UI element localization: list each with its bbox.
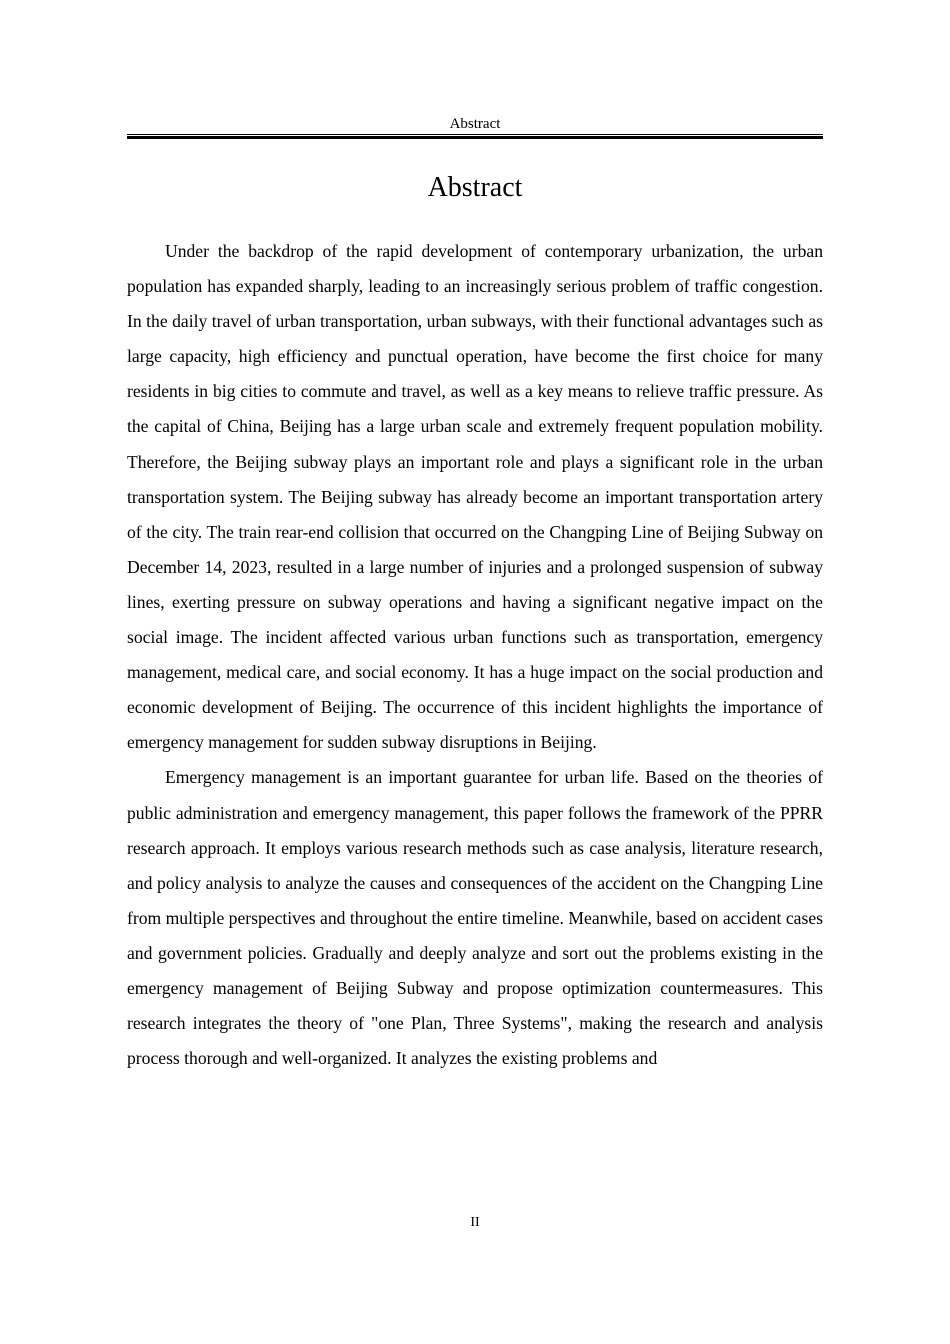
page-number: II: [470, 1215, 480, 1230]
abstract-paragraph-2: Emergency management is an important guarantee for urban life. Based on the theories of public administration and emergency management, this paper follows the framework of the PPRR research approach. It employs various research methods such as case analysis, literature research, and policy analysis to analyze the causes and consequences of the accident on the Changping Line from multiple perspectives and throughout the entire timeline. Meanwhile, based on accident cases and government policies. Gradually and deeply analyze and sort out the problems existing in the emergency management of Beijing Subway and propose optimization countermeasures. This research integrates the theory of "one Plan, Three Systems", making the research and analysis process thorough and well-organized. It analyzes the existing problems and: [127, 767, 823, 1069]
header-rule-thick: [127, 136, 823, 139]
abstract-body: [127, 234, 823, 1076]
running-header: Abstract: [449, 116, 501, 132]
header-rule-thin: [127, 134, 823, 135]
page-title: Abstract: [427, 172, 523, 203]
abstract-paragraph-1: Under the backdrop of the rapid development of contemporary urbanization, the urban population has expanded sharply, leading to an increasingly serious problem of traffic congestion. In the daily travel of urban transportation, urban subways, with their functional advantages such as large capacity, high efficiency and punctual operation, have become the first choice for many residents in big cities to commute and travel, as well as a key means to relieve traffic pressure. As the capital of China, Beijing has a large urban scale and extremely frequent population mobility. Therefore, the Beijing subway plays an important role and plays a significant role in the urban transportation system. The Beijing subway has already become an important transportation artery of the city. The train rear-end collision that occurred on the Changping Line of Beijing Subway on December 14, 2023, resulted in a large number of injuries and a prolonged suspension of subway lines, exerting pressure on subway operations and having a significant negative impact on the social image. The incident affected various urban functions such as transportation, emergency management, medical care, and social economy. It has a huge impact on the social production and economic development of Beijing. The occurrence of this incident highlights the importance of emergency management for sudden subway disruptions in Beijing.: [127, 241, 823, 753]
